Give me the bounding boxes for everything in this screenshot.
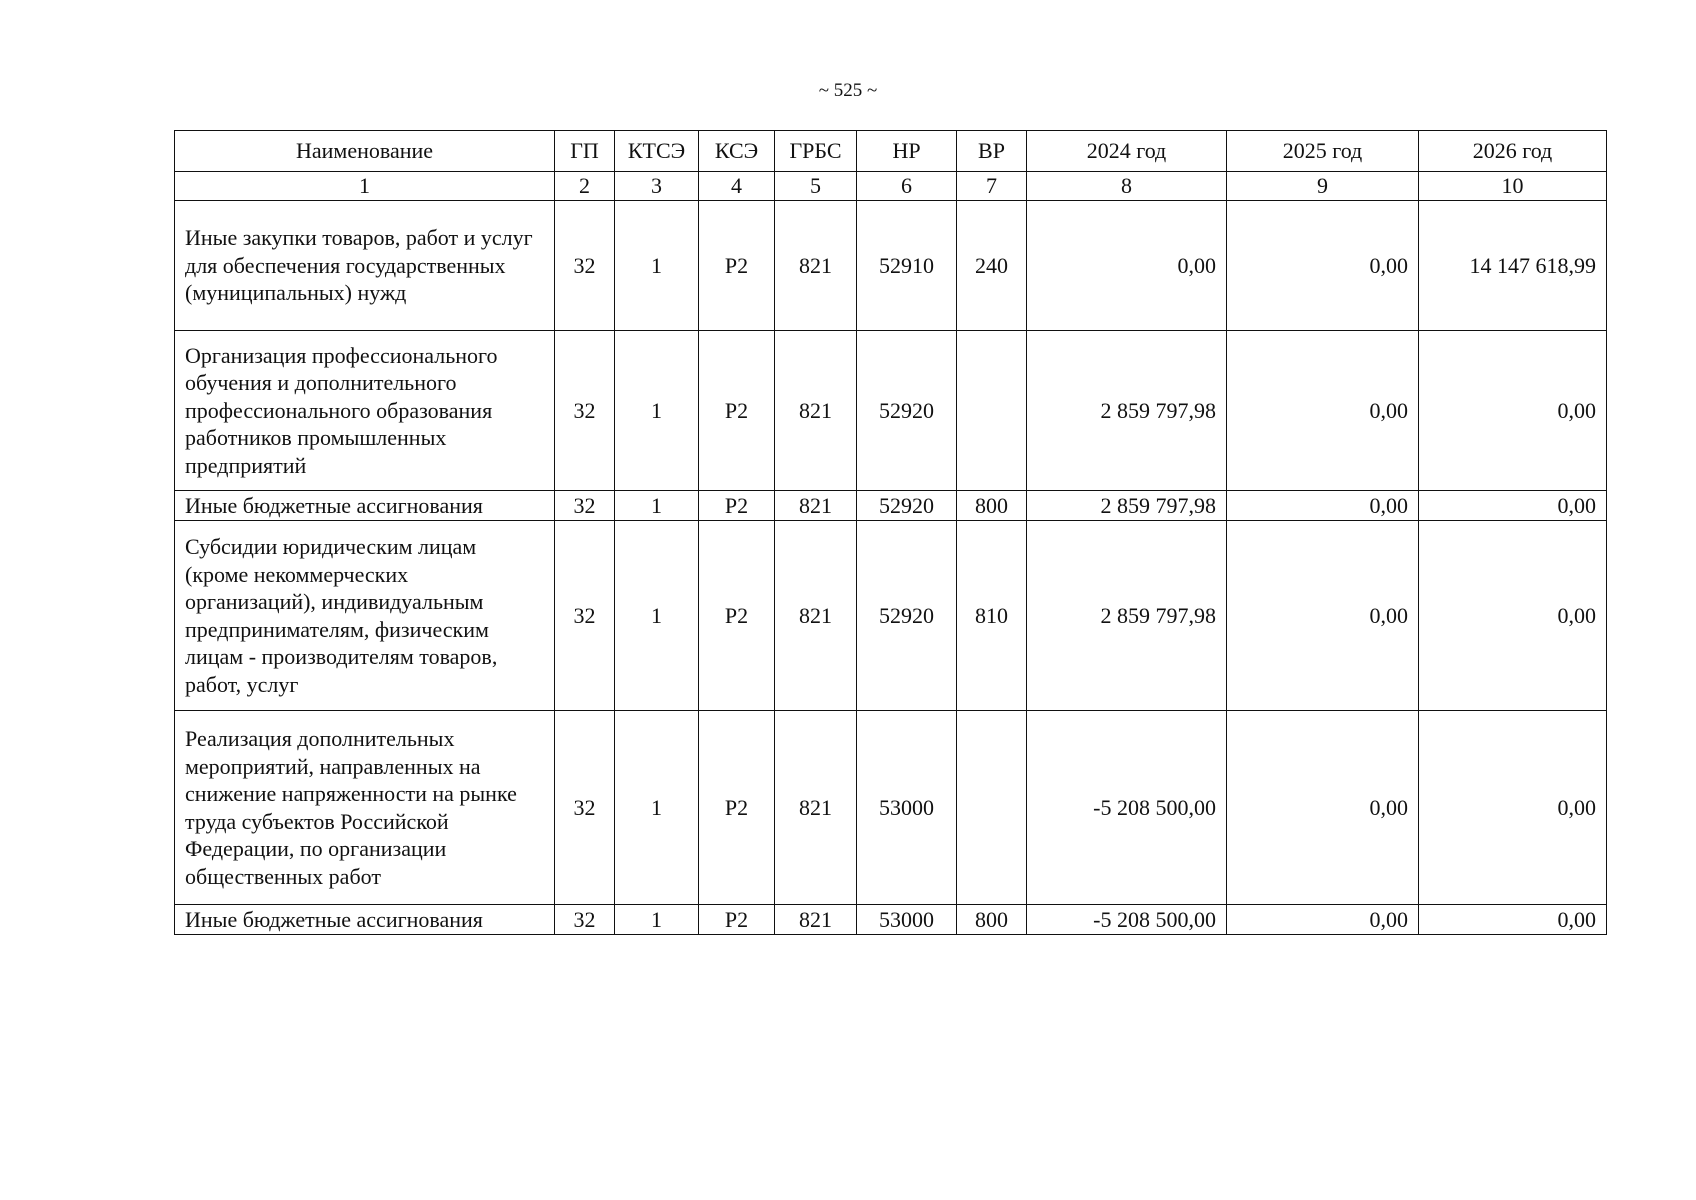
- row-name: Организация профессионального обучения и дополнительного профессионального образования работников промышленных предприятий: [175, 331, 555, 491]
- column-number: 6: [857, 172, 957, 201]
- cell-nr: 52920: [857, 331, 957, 491]
- row-name: Иные бюджетные ассигнования: [175, 491, 555, 521]
- cell-2024: -5 208 500,00: [1027, 711, 1227, 905]
- header-grbs: ГРБС: [775, 131, 857, 172]
- column-number: 4: [699, 172, 775, 201]
- cell-kse: Р2: [699, 491, 775, 521]
- cell-2024: -5 208 500,00: [1027, 905, 1227, 935]
- budget-table: [174, 130, 1607, 935]
- row-name: Субсидии юридическим лицам (кроме некоммерческих организаций), индивидуальным предпринимателям, физическим лицам - производителям товаров, работ, услуг: [175, 521, 555, 711]
- cell-ktse: 1: [615, 521, 699, 711]
- cell-vr: 810: [957, 521, 1027, 711]
- header-name: Наименование: [175, 131, 555, 172]
- header-vr: ВР: [957, 131, 1027, 172]
- column-number: 3: [615, 172, 699, 201]
- cell-gp: 32: [555, 331, 615, 491]
- cell-gp: 32: [555, 521, 615, 711]
- cell-ktse: 1: [615, 905, 699, 935]
- cell-nr: 53000: [857, 905, 957, 935]
- column-number: 8: [1027, 172, 1227, 201]
- cell-nr: 52910: [857, 201, 957, 331]
- cell-gp: 32: [555, 491, 615, 521]
- cell-2025: 0,00: [1227, 201, 1419, 331]
- cell-kse: Р2: [699, 521, 775, 711]
- column-number: 10: [1419, 172, 1607, 201]
- header-2025: 2025 год: [1227, 131, 1419, 172]
- cell-grbs: 821: [775, 711, 857, 905]
- table-row: [175, 905, 1607, 935]
- cell-kse: Р2: [699, 331, 775, 491]
- cell-kse: Р2: [699, 711, 775, 905]
- cell-2026: 14 147 618,99: [1419, 201, 1607, 331]
- header-ktse: КТСЭ: [615, 131, 699, 172]
- cell-ktse: 1: [615, 201, 699, 331]
- cell-ktse: 1: [615, 331, 699, 491]
- cell-vr: 800: [957, 491, 1027, 521]
- cell-vr: [957, 331, 1027, 491]
- cell-2026: 0,00: [1419, 711, 1607, 905]
- cell-gp: 32: [555, 711, 615, 905]
- cell-2026: 0,00: [1419, 331, 1607, 491]
- cell-2025: 0,00: [1227, 491, 1419, 521]
- row-name: Иные бюджетные ассигнования: [175, 905, 555, 935]
- table-row: [175, 711, 1607, 905]
- cell-nr: 52920: [857, 491, 957, 521]
- cell-grbs: 821: [775, 201, 857, 331]
- cell-2025: 0,00: [1227, 711, 1419, 905]
- header-nr: НР: [857, 131, 957, 172]
- header-row: [175, 131, 1607, 172]
- cell-ktse: 1: [615, 711, 699, 905]
- header-gp: ГП: [555, 131, 615, 172]
- cell-grbs: 821: [775, 905, 857, 935]
- row-name: Иные закупки товаров, работ и услуг для обеспечения государственных (муниципальных) нужд: [175, 201, 555, 331]
- header-kse: КСЭ: [699, 131, 775, 172]
- cell-2026: 0,00: [1419, 491, 1607, 521]
- table-row: [175, 331, 1607, 491]
- cell-2026: 0,00: [1419, 905, 1607, 935]
- cell-gp: 32: [555, 201, 615, 331]
- cell-nr: 52920: [857, 521, 957, 711]
- cell-2025: 0,00: [1227, 521, 1419, 711]
- cell-nr: 53000: [857, 711, 957, 905]
- cell-2024: 2 859 797,98: [1027, 491, 1227, 521]
- cell-kse: Р2: [699, 201, 775, 331]
- cell-ktse: 1: [615, 491, 699, 521]
- column-number-row: [175, 172, 1607, 201]
- column-number: 1: [175, 172, 555, 201]
- row-name: Реализация дополнительных мероприятий, направленных на снижение напряженности на рынке труда субъектов Российской Федерации, по организации общественных работ: [175, 711, 555, 905]
- column-number: 5: [775, 172, 857, 201]
- column-number: 7: [957, 172, 1027, 201]
- column-number: 9: [1227, 172, 1419, 201]
- table-row: [175, 201, 1607, 331]
- cell-vr: [957, 711, 1027, 905]
- cell-grbs: 821: [775, 491, 857, 521]
- cell-grbs: 821: [775, 331, 857, 491]
- column-number: 2: [555, 172, 615, 201]
- cell-kse: Р2: [699, 905, 775, 935]
- cell-2024: 2 859 797,98: [1027, 331, 1227, 491]
- cell-2024: 0,00: [1027, 201, 1227, 331]
- cell-grbs: 821: [775, 521, 857, 711]
- page-number: ~ 525 ~: [818, 80, 878, 101]
- cell-2026: 0,00: [1419, 521, 1607, 711]
- header-2024: 2024 год: [1027, 131, 1227, 172]
- cell-gp: 32: [555, 905, 615, 935]
- table-row: [175, 491, 1607, 521]
- table-row: [175, 521, 1607, 711]
- cell-2025: 0,00: [1227, 331, 1419, 491]
- cell-2024: 2 859 797,98: [1027, 521, 1227, 711]
- cell-vr: 800: [957, 905, 1027, 935]
- header-2026: 2026 год: [1419, 131, 1607, 172]
- cell-vr: 240: [957, 201, 1027, 331]
- cell-2025: 0,00: [1227, 905, 1419, 935]
